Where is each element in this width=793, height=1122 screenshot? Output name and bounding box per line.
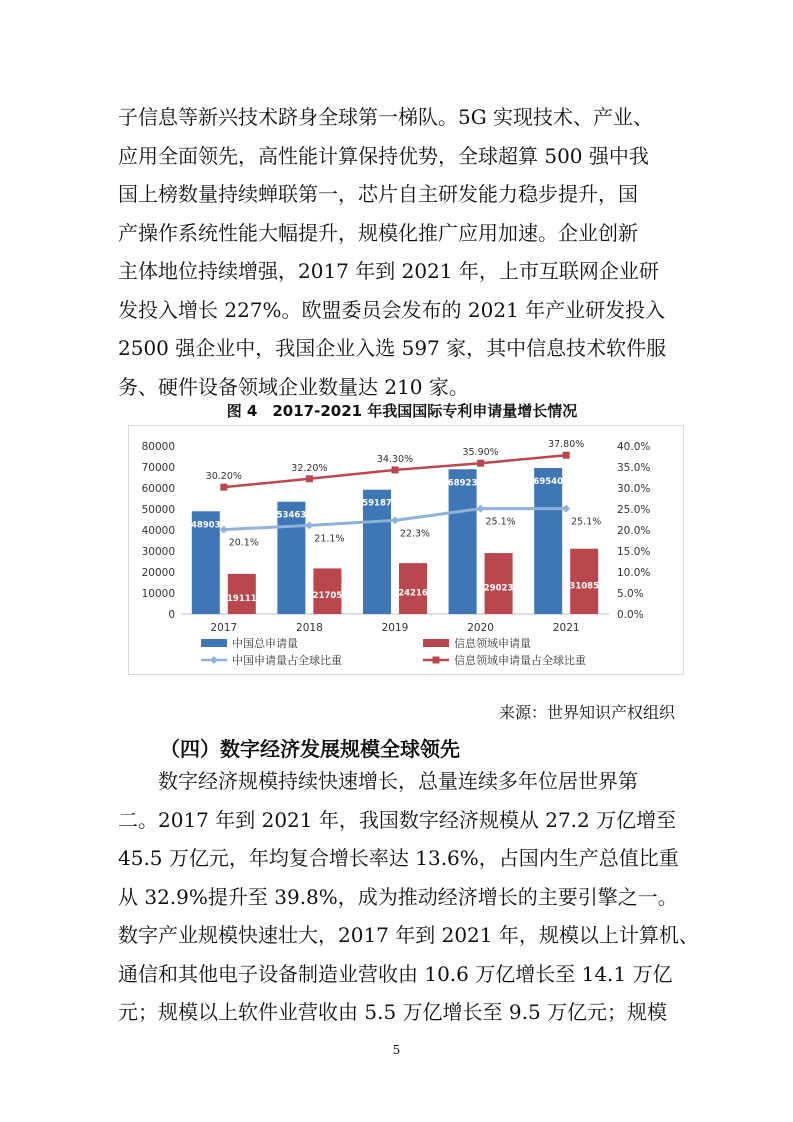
y-left-tick-label: 40000: [141, 525, 175, 537]
y-right-tick-label: 0.0%: [617, 609, 644, 621]
paragraph-1: [118, 98, 686, 406]
line-marker: [305, 521, 313, 529]
bar-data-label: 69540: [533, 476, 563, 487]
chart-canvas: [129, 426, 683, 674]
bar-data-label: 53463: [276, 510, 307, 521]
y-right-tick-label: 25.0%: [617, 504, 651, 516]
y-right-tick-label: 30.0%: [617, 483, 651, 495]
text-line: 数字产业规模快速壮大，2017 年到 2021 年，规模以上计算机、: [118, 923, 699, 947]
text-line: 务、硬件设备领域企业数量达 210 家。: [118, 374, 469, 399]
line-marker: [391, 516, 399, 524]
bar-data-label: 59187: [362, 498, 392, 509]
line-data-label: 34.30%: [376, 453, 414, 465]
line-marker: [477, 505, 485, 513]
bar-data-label: 19111: [227, 593, 257, 604]
y-left-tick-label: 70000: [141, 462, 175, 474]
y-left-tick-label: 80000: [141, 441, 175, 453]
text-line: 元；规模以上软件业营收由 5.5 万亿增长至 9.5 万亿元；规模: [118, 1000, 668, 1024]
y-left-tick-label: 50000: [141, 504, 175, 516]
x-tick-label: 2019: [381, 622, 409, 634]
legend-marker: [210, 656, 218, 664]
figure-source: 来源：世界知识产权组织: [498, 703, 675, 722]
line-data-label: 22.3%: [399, 528, 431, 540]
line-data-label: 30.20%: [205, 471, 242, 483]
bar-total: [534, 468, 562, 614]
text-line: 通信和其他电子设备制造业营收由 10.6 万亿增长至 14.1 万亿: [118, 961, 673, 986]
y-left-tick-label: 20000: [141, 567, 175, 579]
bar-data-label: 48903: [191, 520, 221, 531]
legend-swatch: [423, 639, 449, 647]
legend-swatch: [201, 639, 227, 647]
bar-data-label: 68923: [447, 478, 478, 489]
text-line: 国上榜数量持续蝉联第一，芯片自主研发能力稳步提升，国: [118, 182, 638, 206]
paragraph-2: [118, 762, 699, 1032]
y-left-tick-label: 10000: [141, 588, 175, 600]
line-data-label: 37.80%: [548, 439, 585, 451]
y-right-tick-label: 5.0%: [617, 588, 644, 600]
text-line: 发投入增长 227%。欧盟委员会发布的 2021 年产业研发投入: [118, 297, 666, 322]
page-number: 5: [392, 1043, 401, 1057]
line-marker: [477, 460, 484, 467]
text-line: 产操作系统性能大幅提升，规模化推广应用加速。企业创新: [118, 220, 638, 245]
x-tick-label: 2021: [552, 622, 580, 634]
line-marker: [562, 505, 570, 513]
legend-label: 中国申请量占全球比重: [232, 654, 342, 667]
y-left-tick-label: 30000: [141, 546, 175, 558]
text-line: 应用全面领先，高性能计算保持优势，全球超算 500 强中我: [118, 143, 649, 168]
patent-chart: [128, 425, 684, 675]
bar-data-label: 21705: [312, 591, 343, 602]
text-line: 数字经济规模持续快速增长，总量连续多年位居世界第: [158, 769, 638, 793]
section-heading: （四）数字经济发展规模全球领先: [160, 737, 460, 761]
text-line: 2500 强企业中，我国企业入选 597 家，其中信息技术软件服: [118, 336, 667, 360]
y-right-tick-label: 10.0%: [617, 567, 651, 579]
line-marker: [220, 484, 227, 491]
line-data-label: 20.1%: [228, 537, 259, 549]
bar-data-label: 29023: [483, 583, 514, 594]
text-line: 从 32.9%提升至 39.8%，成为推动经济增长的主要引擎之一。: [118, 884, 678, 909]
x-tick-label: 2017: [210, 622, 238, 634]
text-line: 二。2017 年到 2021 年，我国数字经济规模从 27.2 万亿增至: [118, 807, 677, 832]
bar-data-label: 24216: [398, 588, 428, 599]
figure-caption: 图 4 2017-2021 年我国国际专利申请量增长情况: [226, 402, 578, 420]
line-data-label: 21.1%: [314, 533, 345, 545]
legend-label: 中国总申请量: [232, 637, 298, 650]
y-right-tick-label: 15.0%: [617, 546, 651, 558]
x-tick-label: 2020: [467, 622, 494, 634]
line-data-label: 25.1%: [485, 516, 516, 528]
x-tick-label: 2018: [296, 622, 323, 634]
line-marker: [306, 475, 313, 482]
line-data-label: 32.20%: [291, 462, 328, 474]
legend-label: 信息领域申请量: [454, 637, 531, 650]
bar-total: [449, 469, 477, 614]
text-line: 主体地位持续增强，2017 年到 2021 年，上市互联网企业研: [118, 259, 659, 283]
line-data-label: 35.90%: [462, 447, 499, 459]
y-right-tick-label: 40.0%: [617, 441, 651, 453]
line-marker: [220, 526, 228, 534]
y-left-tick-label: 0: [168, 609, 175, 621]
y-left-tick-label: 60000: [141, 483, 175, 495]
legend-marker: [433, 657, 440, 664]
bar-data-label: 31085: [569, 581, 599, 592]
line-marker: [392, 466, 399, 473]
y-right-tick-label: 35.0%: [617, 462, 651, 474]
text-line: 45.5 万亿元，年均复合增长率达 13.6%，占国内生产总值比重: [118, 846, 679, 870]
line-data-label: 25.1%: [571, 516, 602, 528]
line-marker: [563, 452, 570, 459]
text-line: 子信息等新兴技术跻身全球第一梯队。5G 实现技术、产业、: [118, 105, 654, 129]
legend-label: 信息领域申请量占全球比重: [454, 654, 586, 667]
y-right-tick-label: 20.0%: [617, 525, 651, 537]
